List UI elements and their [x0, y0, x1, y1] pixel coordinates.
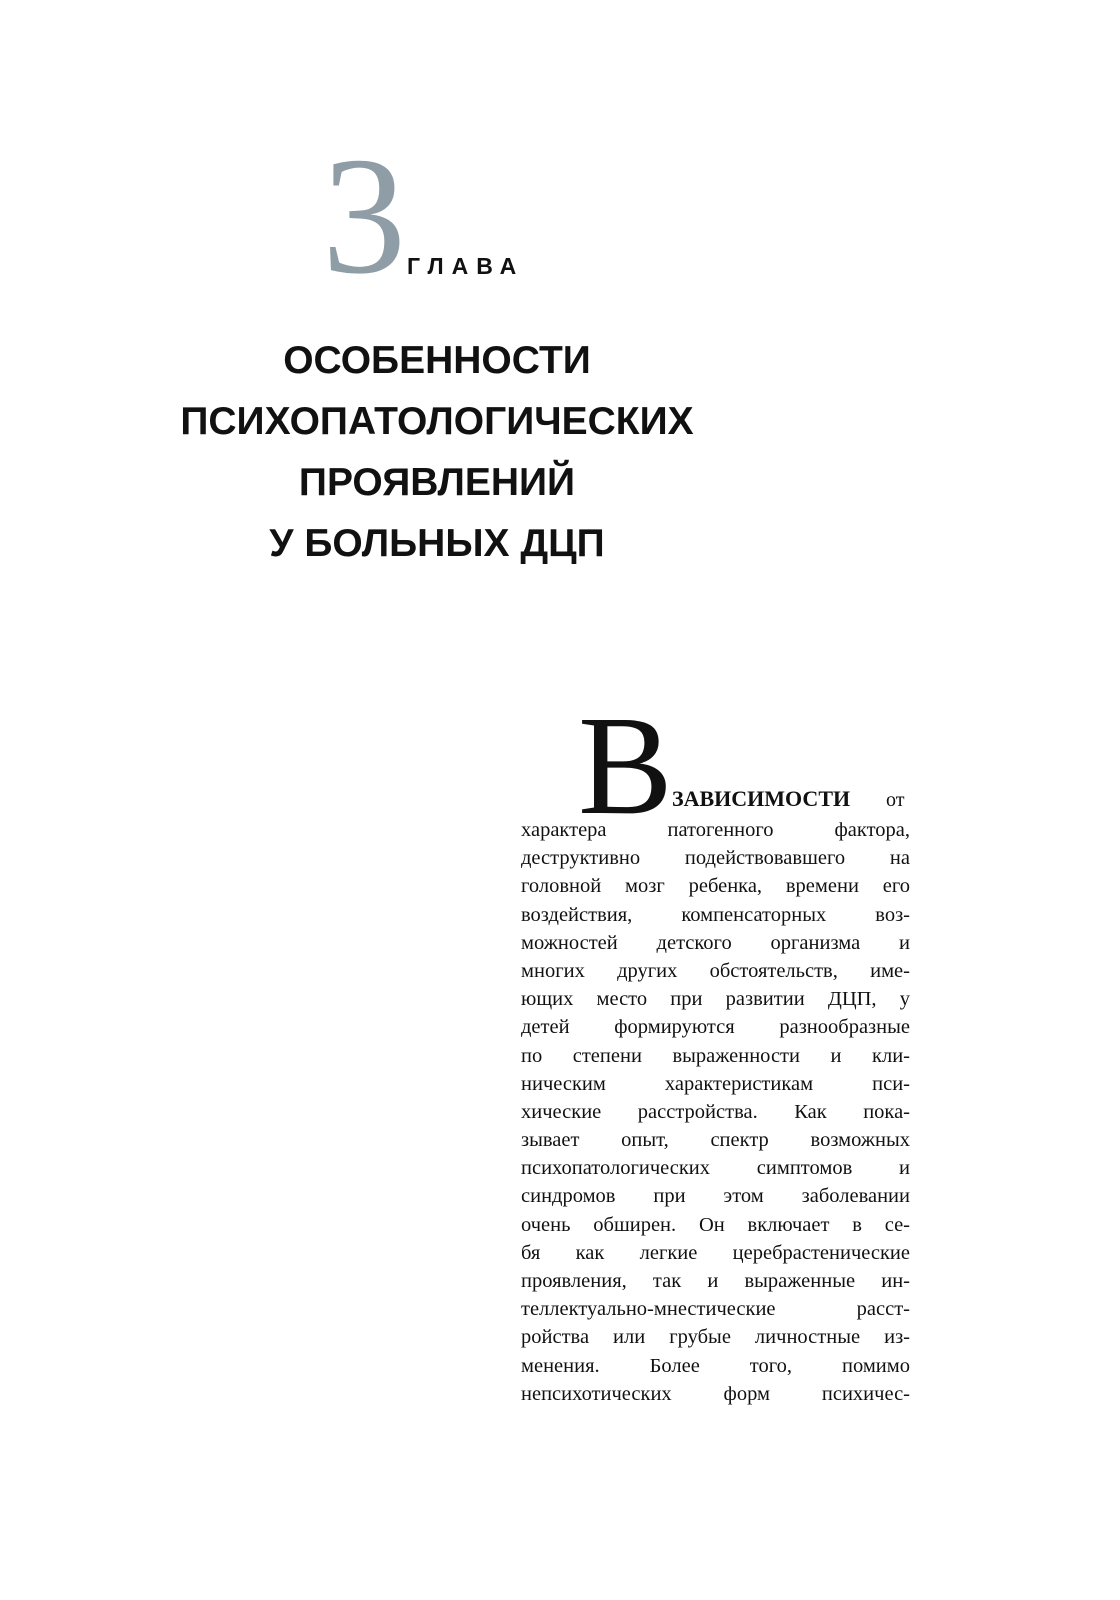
body-line: детей формируются разнообразные [521, 1016, 910, 1039]
chapter-title-line: У БОЛЬНЫХ ДЦП [269, 522, 605, 565]
body-line: менения. Более того, помимо [521, 1354, 910, 1377]
body-line: воздействия, компенсаторных воз- [521, 903, 910, 926]
chapter-title-line: ПСИХОПАТОЛОГИЧЕСКИХ [180, 400, 694, 443]
body-line: проявления, так и выраженные ин- [521, 1270, 910, 1292]
body-line: можностей детского организма и [521, 931, 910, 954]
body-line: бя как легкие церебрастенические [521, 1241, 910, 1264]
body-line: ническим характеристикам пси- [521, 1072, 910, 1095]
chapter-title-line: ОСОБЕННОСТИ [283, 339, 591, 382]
body-line: деструктивно подействовавшего на [521, 847, 910, 870]
body-line: характера патогенного фактора, [521, 819, 910, 841]
body-line: зывает опыт, спектр возможных [521, 1129, 910, 1152]
body-line: многих других обстоятельств, име- [521, 959, 910, 982]
body-line: теллектуально-мнестические расст- [521, 1298, 910, 1321]
chapter-title [120, 330, 754, 574]
body-line: головной мозг ребенка, времени его [521, 875, 910, 898]
chapter-title-line: ПРОЯВЛЕНИЙ [298, 461, 576, 504]
chapter-number: 3 [322, 123, 406, 309]
body-line: синдромов при этом заболевании [521, 1185, 910, 1208]
body-line: по степени выраженности и кли- [521, 1044, 910, 1067]
body-line: психопатологических симптомов и [521, 1157, 910, 1180]
lead-word: ЗАВИСИМОСТИ [672, 786, 851, 811]
body-line: очень обширен. Он включает в се- [521, 1213, 910, 1236]
chapter-label: ГЛАВА [407, 253, 525, 279]
body-line: непсихотических форм психичес- [521, 1382, 910, 1405]
body-line: ройства или грубые личностные из- [521, 1326, 910, 1349]
lead-continuation: от [886, 789, 905, 811]
body-line: ющих место при развитии ДЦП, у [521, 988, 910, 1011]
body-text [521, 816, 910, 1408]
drop-cap: В [578, 686, 673, 844]
body-line: хические расстройства. Как пока- [521, 1100, 910, 1123]
